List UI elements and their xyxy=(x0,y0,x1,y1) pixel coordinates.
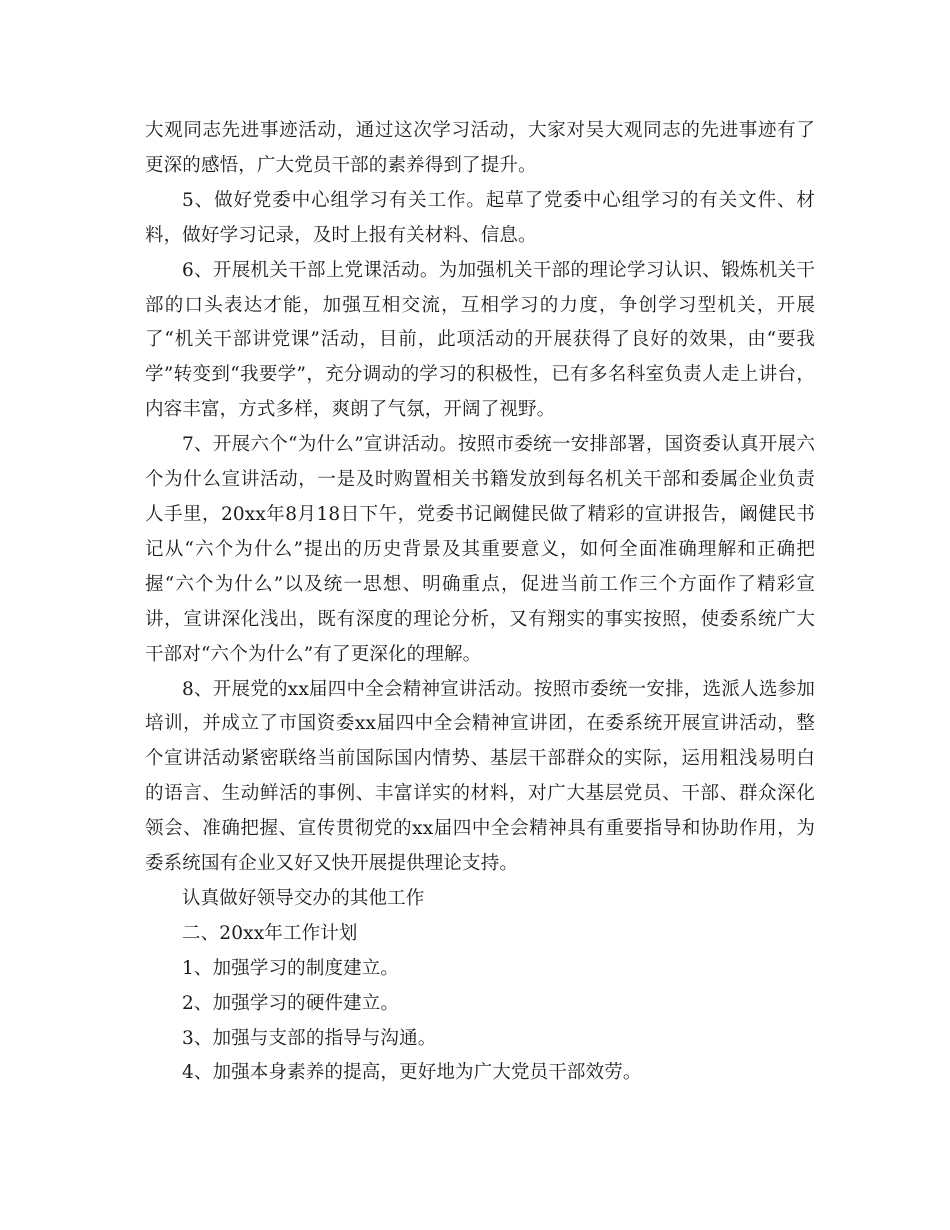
plan-item-4: 4、加强本身素养的提高，更好地为广大党员干部效劳。 xyxy=(182,1062,642,1084)
paragraph-item-6: 6、开展机关干部上党课活动。为加强机关干部的理论学习认识、锻炼机关干部的口头表达才能，加强互相交流，互相学习的力度，争创学习型机关，开展了“机关干部讲党课”活动，目前，此项活动的开展获得了良好的效果，由“要我学”转变到“我要学”，充分调动的学习的积极性，已有多名科室负责人走上讲台，内容丰富，方式多样，爽朗了气氛，开阔了视野。 xyxy=(145,259,815,421)
other-work-line: 认真做好领导交办的其他工作 xyxy=(182,887,425,909)
paragraph-continuation: 大观同志先进事迹活动，通过这次学习活动，大家对吴大观同志的先进事迹有了更深的感悟，广大党员干部的素养得到了提升。 xyxy=(145,120,815,176)
plan-item-1: 1、加强学习的制度建立。 xyxy=(182,957,400,979)
section-heading-work-plan: 二、20xx年工作计划 xyxy=(182,922,358,944)
plan-item-2: 2、加强学习的硬件建立。 xyxy=(182,992,400,1014)
paragraph-item-7: 7、开展六个“为什么”宣讲活动。按照市委统一安排部署，国资委认真开展六个为什么宣讲活动，一是及时购置相关书籍发放到每名机关干部和委属企业负责人手里，20xx年8月18日下午，党委书记阚健民做了精彩的宣讲报告，阚健民书记从“六个为什么”提出的历史背景及其重要意义，如何全面准确理解和正确把握“六个为什么”以及统一思想、明确重点，促进当前工作三个方面作了精彩宣讲，宣讲深化浅出，既有深度的理论分析，又有翔实的事实按照，使委系统广大干部对“六个为什么”有了更深化的理解。 xyxy=(145,434,815,665)
paragraph-item-5: 5、做好党委中心组学习有关工作。起草了党委中心组学习的有关文件、材料，做好学习记录，及时上报有关材料、信息。 xyxy=(145,189,815,246)
plan-item-3: 3、加强与支部的指导与沟通。 xyxy=(182,1027,437,1049)
document-body xyxy=(145,114,815,1091)
paragraph-item-8: 8、开展党的xx届四中全会精神宣讲活动。按照市委统一安排，选派人选参加培训，并成立了市国资委xx届四中全会精神宣讲团，在委系统开展宣讲活动，整个宣讲活动紧密联络当前国际国内情势、基层干部群众的实际，运用粗浅易明白的语言、生动鲜活的事例、丰富详实的材料，对广大基层党员、干部、群众深化领会、准确把握、宣传贯彻党的xx届四中全会精神具有重要指导和协助作用，为委系统国有企业又好又快开展提供理论支持。 xyxy=(145,678,815,875)
